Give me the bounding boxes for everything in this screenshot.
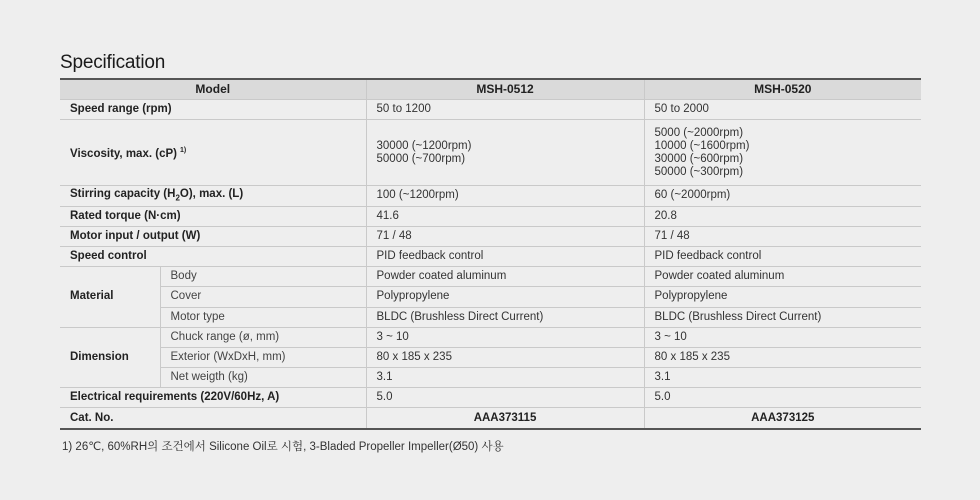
label-speed-control: Speed control	[60, 246, 366, 266]
row-dimension-chuck	[60, 327, 921, 347]
sublabel-cover: Cover	[160, 287, 366, 307]
row-speed-range	[60, 100, 921, 120]
sublabel-chuck-range: Chuck range (ø, mm)	[160, 327, 366, 347]
row-dimension-exterior	[60, 347, 921, 367]
value-msh-0520: Powder coated aluminum	[644, 267, 921, 287]
value-msh-0520: 20.8	[644, 206, 921, 226]
value-msh-0520: Polypropylene	[644, 287, 921, 307]
cat-no-msh-0512: AAA373115	[366, 408, 644, 429]
sublabel-exterior: Exterior (WxDxH, mm)	[160, 347, 366, 367]
row-material-cover	[60, 287, 921, 307]
value-msh-0512: 5.0	[366, 388, 644, 408]
label-viscosity: Viscosity, max. (cP) $^{1)}$	[60, 120, 366, 186]
row-motor-io	[60, 226, 921, 246]
value-msh-0512: 80 x 185 x 235	[366, 347, 644, 367]
footnote-marker: 1)	[179, 147, 187, 155]
value-msh-0512: Polypropylene	[366, 287, 644, 307]
value-msh-0520: 5000 (~2000rpm) 10000 (~1600rpm) 30000 (~600rpm) 50000 (~300rpm)	[644, 120, 921, 186]
value-msh-0520: 3.1	[644, 368, 921, 388]
value-msh-0512: 100 (~1200rpm)	[366, 186, 644, 206]
value-msh-0520: 50 to 2000	[644, 100, 921, 120]
label-motor-io: Motor input / output (W)	[60, 226, 366, 246]
row-cat-no	[60, 408, 921, 429]
value-msh-0512: 3.1	[366, 368, 644, 388]
value-msh-0512: 71 / 48	[366, 226, 644, 246]
page-title: Specification	[60, 52, 166, 73]
footnote: 1) 26℃, 60%RH의 조건에서 Silicone Oil로 시험, 3-Bladed Propeller Impeller(Ø50) 사용	[62, 441, 504, 453]
header-model: Model	[60, 79, 366, 100]
spec-table	[60, 78, 921, 430]
value-msh-0512: Powder coated aluminum	[366, 267, 644, 287]
sublabel-net-weight: Net weigth (kg)	[160, 368, 366, 388]
row-stirring-capacity	[60, 186, 921, 206]
value-msh-0512: 41.6	[366, 206, 644, 226]
label-speed-range: Speed range (rpm)	[60, 100, 366, 120]
label-rated-torque: Rated torque (N·cm)	[60, 206, 366, 226]
row-rated-torque	[60, 206, 921, 226]
value-msh-0520: 3 ~ 10	[644, 327, 921, 347]
header-row	[60, 79, 921, 100]
row-dimension-weight	[60, 368, 921, 388]
header-msh-0520: MSH-0520	[644, 79, 921, 100]
label-electrical: Electrical requirements (220V/60Hz, A)	[60, 388, 366, 408]
cat-no-msh-0520: AAA373125	[644, 408, 921, 429]
header-msh-0512: MSH-0512	[366, 79, 644, 100]
row-material-motor-type	[60, 307, 921, 327]
value-msh-0520: 5.0	[644, 388, 921, 408]
row-speed-control	[60, 246, 921, 266]
label-material: Material	[60, 267, 160, 328]
value-msh-0512: 3 ~ 10	[366, 327, 644, 347]
label-cat-no: Cat. No.	[70, 411, 114, 424]
row-material-body	[60, 267, 921, 287]
label-stirring-capacity: Stirring capacity $(H_2O)$, max. (L)	[60, 186, 366, 206]
value-msh-0520: 71 / 48	[644, 226, 921, 246]
row-viscosity	[60, 120, 921, 186]
value-msh-0512: 30000 (~1200rpm) 50000 (~700rpm)	[366, 120, 644, 186]
sublabel-motor-type: Motor type	[160, 307, 366, 327]
value-msh-0512: BLDC (Brushless Direct Current)	[366, 307, 644, 327]
value-msh-0520: BLDC (Brushless Direct Current)	[644, 307, 921, 327]
row-electrical	[60, 388, 921, 408]
value-msh-0512: PID feedback control	[366, 246, 644, 266]
value-msh-0512: 50 to 1200	[366, 100, 644, 120]
sublabel-body: Body	[160, 267, 366, 287]
value-msh-0520: 60 (~2000rpm)	[644, 186, 921, 206]
value-msh-0520: 80 x 185 x 235	[644, 347, 921, 367]
label-dimension: Dimension	[60, 327, 160, 388]
value-msh-0520: PID feedback control	[644, 246, 921, 266]
